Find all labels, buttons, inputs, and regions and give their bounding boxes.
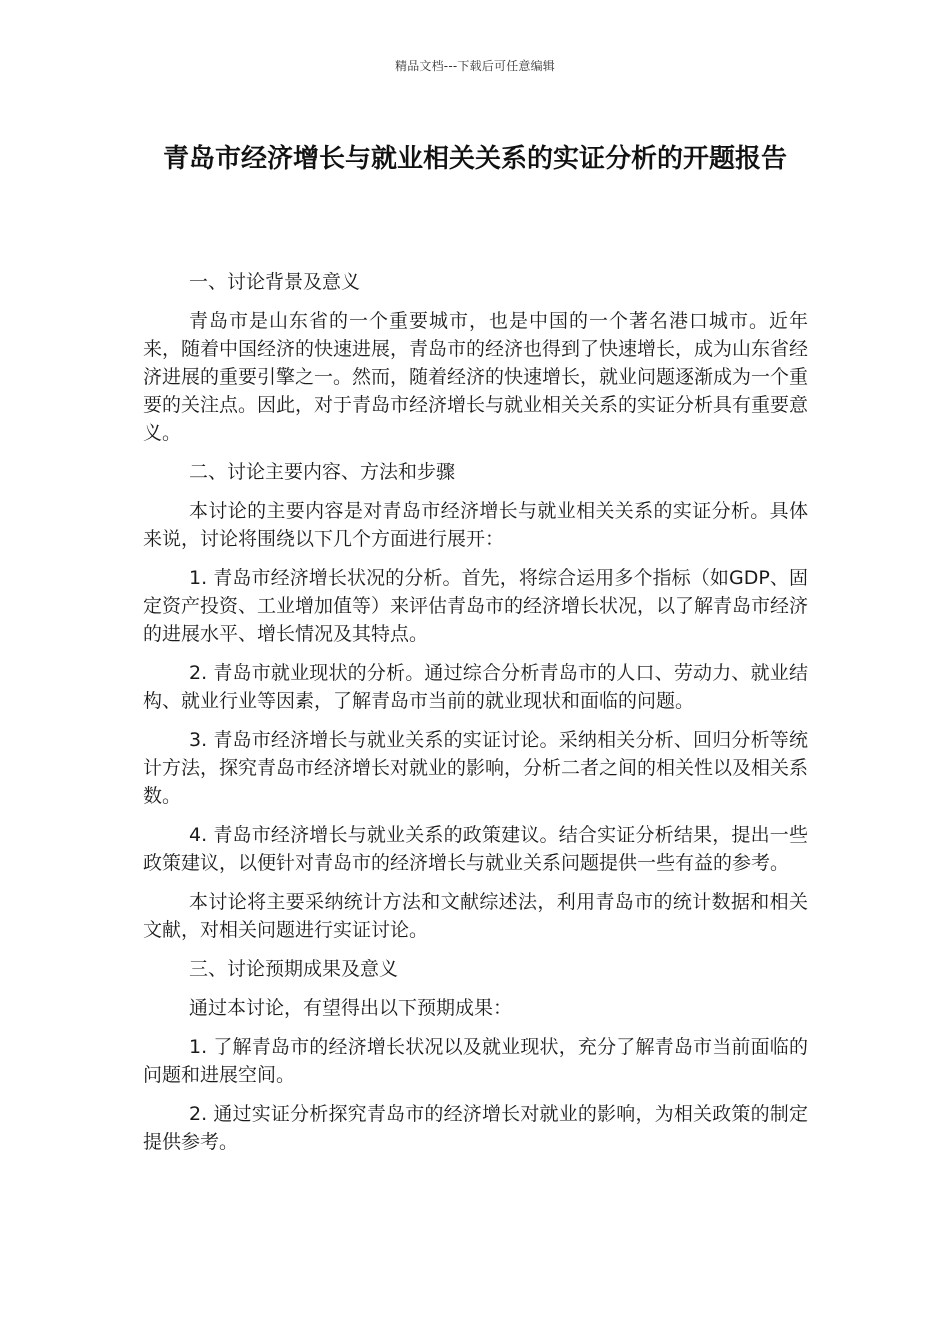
- list-item-4: 4. 青岛市经济增长与就业关系的政策建议。结合实证分析结果，提出一些政策建议，以便针对青岛市的经济增长与就业关系问题提供一些有益的参考。: [143, 824, 808, 874]
- list-item-2: 2. 青岛市就业现状的分析。通过综合分析青岛市的人口、劳动力、就业结构、就业行业等因素，了解青岛市当前的就业现状和面临的问题。: [143, 662, 808, 712]
- header-note: 精品文档---下载后可任意编辑: [395, 59, 555, 73]
- outcome-item-1: 1. 了解青岛市的经济增长状况以及就业现状，充分了解青岛市当前面临的问题和进展空间。: [143, 1036, 808, 1086]
- paragraph-content-intro: 本讨论的主要内容是对青岛市经济增长与就业相关关系的实证分析。具体来说，讨论将围绕以下几个方面进行展开：: [143, 500, 808, 550]
- section-heading-background: 一、讨论背景及意义: [189, 271, 361, 293]
- document-title: 青岛市经济增长与就业相关关系的实证分析的开题报告: [162, 144, 787, 174]
- list-item-1: 1. 青岛市经济增长状况的分析。首先，将综合运用多个指标（如GDP、固定资产投资、工业增加值等）来评估青岛市的经济增长状况，以了解青岛市经济的进展水平、增长情况及其特点。: [143, 567, 809, 645]
- outcome-item-2: 2. 通过实证分析探究青岛市的经济增长对就业的影响，为相关政策的制定提供参考。: [143, 1103, 808, 1153]
- paragraph-outcomes-intro: 通过本讨论，有望得出以下预期成果：: [189, 997, 513, 1019]
- list-item-3: 3. 青岛市经济增长与就业关系的实证讨论。采纳相关分析、回归分析等统计方法，探究青岛市经济增长对就业的影响，分析二者之间的相关性以及相关系数。: [143, 729, 809, 807]
- paragraph-background: 青岛市是山东省的一个重要城市，也是中国的一个著名港口城市。近年来，随着中国经济的快速进展，青岛市的经济也得到了快速增长，成为山东省经济进展的重要引擎之一。然而，随着经济的快速增长，就业问题逐渐成为一个重要的关注点。因此，对于青岛市经济增长与就业相关关系的实证分析具有重要意义。: [143, 310, 809, 444]
- paragraph-methods: 本讨论将主要采纳统计方法和文献综述法，利用青岛市的统计数据和相关文献，对相关问题进行实证讨论。: [143, 891, 808, 941]
- section-heading-content: 二、讨论主要内容、方法和步骤: [189, 461, 456, 483]
- section-heading-outcomes: 三、讨论预期成果及意义: [189, 958, 399, 980]
- document-body: [143, 268, 808, 1167]
